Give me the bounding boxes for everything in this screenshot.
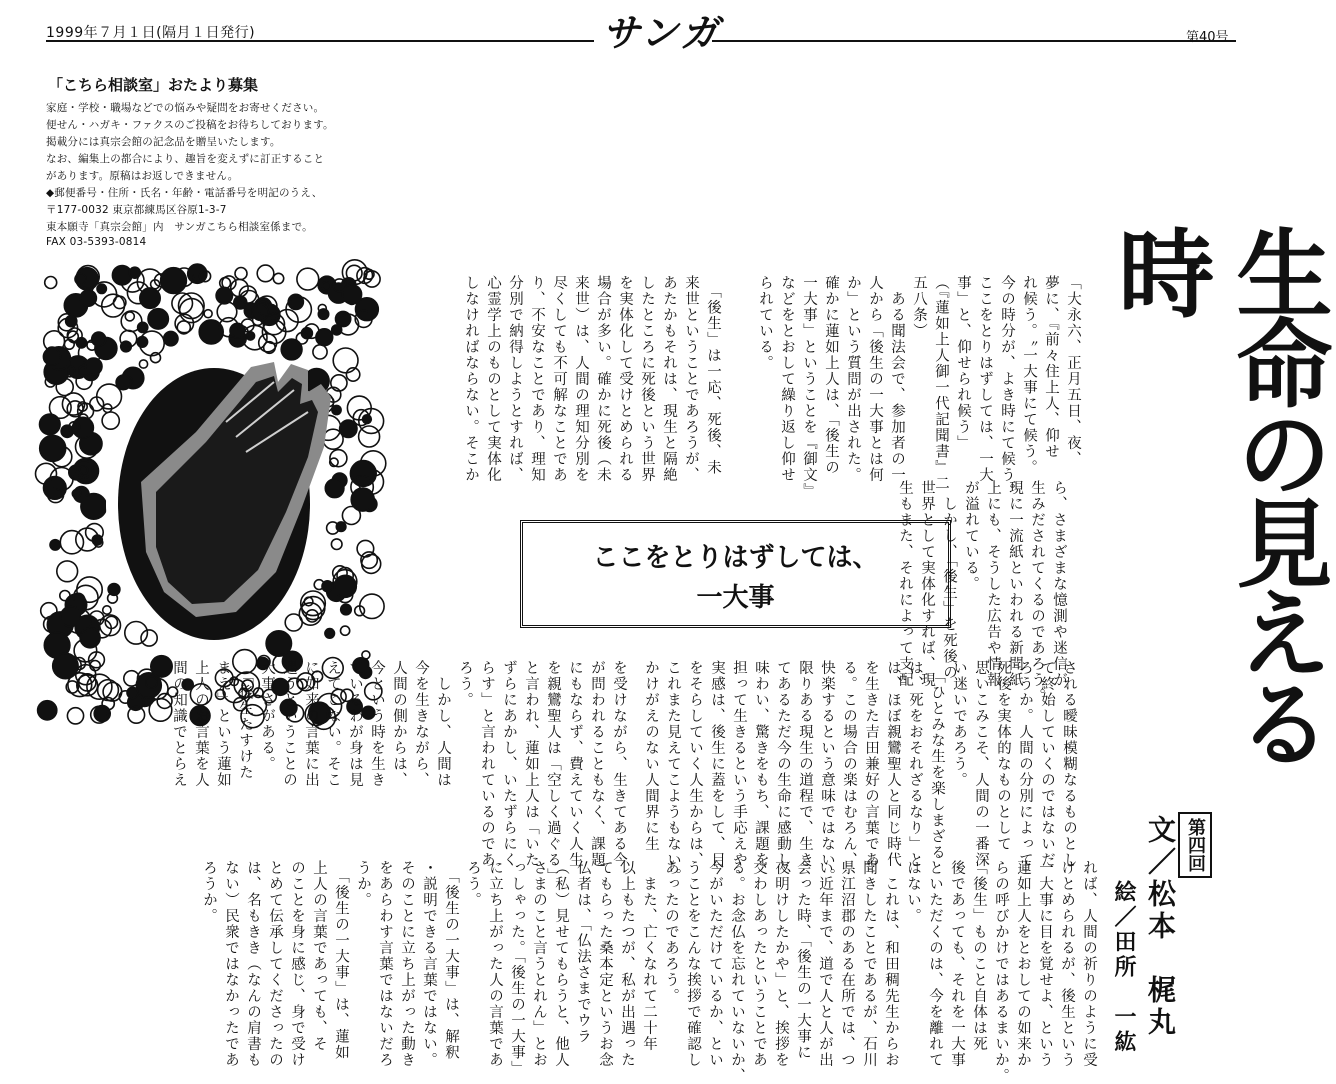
masthead-logo: サンガ: [602, 11, 721, 55]
bubble-dot-icon: [81, 494, 107, 520]
bubble-frame-icon: [46, 272, 376, 720]
article-column-lower-left: れば、人間の祈りのように受 けとめられるが、後生という 一大事に目を覚せよ、という 蓮如上人をとおしての如来か らの呼びかけではあるまいか。 「後生」ものこと自体は死 後であっても、それを一大事 といただくのは、今を離れて はない。 これは、和田稠先生からお 聞きしたことであるが、石川 県江沼郡のある在所では、つ い近年まで、道で人と人が出 会った時、「後生の一大事に 夜明けしたかや」と、挨拶を 交わしあったということであ る。お念仏を忘れていないか、 今がいただけているか、とい うことをこんな挨拶で確認し あったのであろう。: [663, 860, 1097, 1084]
header-rule-right: [712, 40, 1236, 42]
bubble-dot-icon: [140, 288, 160, 308]
bubble-dot-icon: [325, 479, 344, 498]
pull-quote-line-1: ここをとりはずしては、: [592, 543, 879, 573]
bubble-dot-icon: [351, 488, 374, 511]
notice-line: があります。原稿はお返しできません。: [46, 170, 239, 182]
bubble-dot-icon: [80, 466, 88, 474]
bubble-dot-icon: [363, 415, 372, 424]
notice-fax: FAX 03-5393-0814: [46, 236, 147, 248]
praying-hand-illustration: [46, 272, 376, 720]
issue-date: 1999年７月１日(隔月１日発行): [46, 25, 256, 41]
notice-title: 「こちら相談室」おたより募集: [48, 76, 259, 94]
bubble-dot-icon: [252, 304, 268, 320]
bubble-dot-icon: [164, 331, 178, 345]
bubble-dot-icon: [129, 267, 140, 278]
notice-line: なお、編集上の都合により、趣旨を変えずに訂正すること: [46, 153, 325, 165]
notice-line: 便せん・ハガキ・ファクスのご投稿をお待ちしております。: [46, 119, 334, 131]
article-column-lower-right: される曖昧模糊なるものとし て終始していくのではないだ ろうか。人間の分別によって 死後を実体的なものとして 思いこみこそ、人間の一番深 い迷いであろう。 「ひとみな生を楽しまざる は、死をおそれざるなり」と は、ほぼ親鸞聖人と同じ時代 を生きた吉田兼好の言葉であ る。この場合の楽はむろん、 快楽するという意味ではない。 限りある現生の道程で、生き てあるただ今の生命に感動し、 味わい、驚きをもち、課題を 担って生きるという手応えや 実感は、後生に蓋をして、目 をそらしていく人生からは、 これまた見えてこようもない。 かけがえのない人間界に生: [643, 660, 1077, 884]
bubble-dot-icon: [188, 264, 207, 283]
installment-label: 第四回: [1178, 812, 1212, 878]
bubble-dot-icon: [112, 266, 131, 285]
notice-line: 家庭・学校・職場などでの悩みや疑問をお寄せください。: [46, 102, 325, 114]
bubble-dot-icon: [38, 701, 57, 720]
article-column-upper-left: ら、さまざまな憶測や迷信が 生みだされてくるのであろう。 現に一流紙といわれる新聞紙 上にも、そうした広告や情報 が溢れている。 しかし、「後生」を死後の 世界として実体化すれば、現 生もまた、それによって支配: [897, 480, 1067, 704]
article-column-upper-right: 「大永六、正月五日、夜、 夢に、『前々住上人、仰せ れ候う。〝一大事にて候う。 今の時分が、よき時にて候う。 ここをとりはずしては、一大 事」と、仰せられ候う」 （『蓮如上人御一代記聞書』二 五八条） ある聞法会で、参加者の一 人から「後生の一大事とは何 か」という質問が出された。 確かに蓮如上人は、「後生の 一大事」ということを『御文』 などをとおして繰り返し仰せ られている。: [757, 275, 1081, 499]
pull-quote-line-2: 一大事: [696, 583, 775, 613]
bubble-dot-icon: [80, 290, 96, 306]
bubble-dot-icon: [73, 417, 94, 438]
bubble-dot-icon: [332, 405, 341, 414]
bubble-dot-icon: [161, 268, 187, 294]
article-column-upper-middle: 「後生」は一応、死後、未 来世ということであろうが、 あたかもそれは、現生と隔絶 したところに死後という世界 を実体化して受けとめられる 場合が多い。確かに死後（未 来世）は、人間の理知分別を 尽くしても不可解なことであ り、不安なことであり、理知 分別で納得しようとすれば、 心霊学上のものとして実体化 しなければならない。そこか: [463, 275, 721, 483]
bubble-dot-icon: [40, 435, 66, 461]
bubble-dot-icon: [342, 285, 361, 304]
article-column-lower-extra: また、亡くなれて二十年 以上もたつが、私が出遇った てもらった桑本定というお念 仏者は、「仏法さまでウラ （私）見せてもらうと、他人 さまのこと言うとれん」とお っしゃった。「後生の一大事」 に立ち上がった人の言葉であ ろう。 「後生の一大事」は、解釈 ・説明できる言葉ではない。 そのことに立ち上がった動き をあらわす言葉ではないだろ うか。 「後生の一大事」は、蓮如 上人の言葉であっても、そ のことを身に感じ、身で受け とめて伝承してくださったの は、名もきき（なんの肩書も ない）民衆ではなかったであ ろうか。: [201, 860, 657, 1077]
bubble-dot-icon: [216, 287, 232, 303]
notice-line: 東本願寺「真宗会館」内 サンガこちら相談室係まで。: [46, 221, 313, 233]
pull-quote-box: [520, 520, 951, 628]
issue-number: 第40号: [1186, 30, 1229, 45]
notice-line: 掲載分には真宗会館の記念品を贈呈いたします。: [46, 136, 281, 148]
feature-title: 生命の見える時: [1103, 224, 1333, 764]
bubble-dot-icon: [61, 607, 81, 627]
bubble-dot-icon: [341, 604, 352, 615]
notice-address: 〒177-0032 東京都練馬区谷原1-3-7: [46, 204, 227, 216]
bubble-dot-icon: [137, 337, 148, 348]
bubble-dot-icon: [332, 325, 342, 335]
bubble-dot-icon: [334, 575, 356, 597]
bubble-dot-icon: [318, 309, 328, 319]
bubble-dot-icon: [92, 332, 106, 346]
feature-title-block: [1086, 212, 1333, 802]
notice-line: ◆郵便番号・住所・氏名・年齢・電話番号を明記のうえ、: [46, 187, 323, 199]
bubble-dot-icon: [325, 629, 335, 639]
bubble-dot-icon: [43, 348, 60, 365]
bubble-dot-icon: [108, 584, 120, 596]
author-credit: 文／松本 梶丸: [1144, 815, 1177, 1039]
bubble-dot-icon: [80, 628, 100, 648]
bubble-dot-icon: [50, 540, 60, 550]
article-column-lower-middle: を受けながら、生きてある今 が問われることもなく、課題 にもならず、費えていく人生 を親鸞聖人は「空しく過ぐる」 と言われ、蓮如上人は「いた ずらにあかし、いたずらにく らす」と言われているのであ ろう。 しかし、人間は 今を生きながら、 人間の側からは、 今という時を生き ているわが身は見 えてこない。そこ に如来の言葉に出 遇うということの 大事さがある。 「後生たすけた まえ」という蓮如 上人のお言葉を人 間の知識でとらえ: [171, 660, 627, 884]
bubble-dot-icon: [266, 631, 291, 656]
bubble-dot-icon: [322, 581, 333, 592]
bubble-dot-icon: [97, 284, 106, 293]
bubble-dot-icon: [148, 309, 168, 329]
illustrator-credit: 絵／田所 一紘: [1111, 880, 1136, 1055]
article-column-upper-left-2: [380, 480, 510, 655]
bubble-dot-icon: [85, 358, 102, 375]
